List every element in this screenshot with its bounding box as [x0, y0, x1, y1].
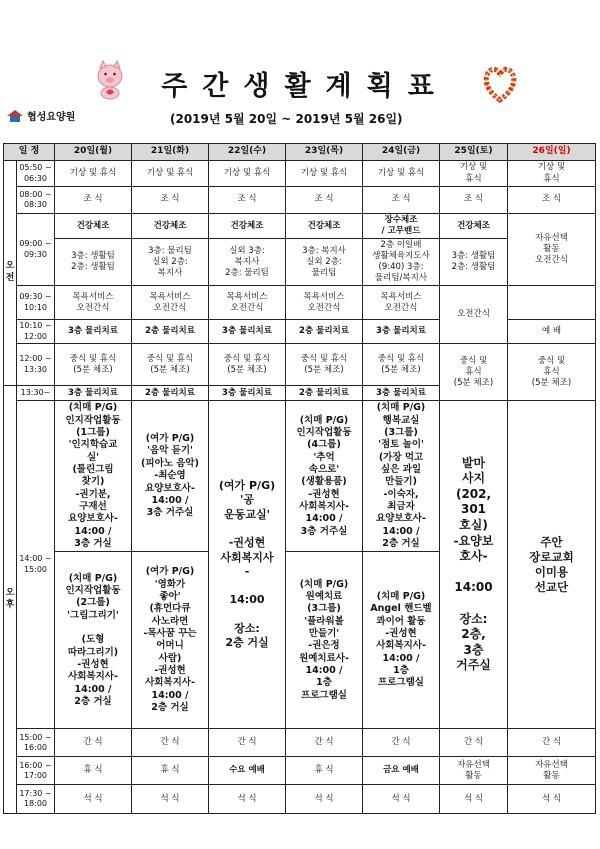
breakfast-cell: 조 식 [286, 187, 363, 214]
floor-activity-cell: 3층: 물리팀 실외 2층: 복지사 [132, 239, 209, 286]
time-cell: 10:10 ~ 12:00 [17, 320, 55, 344]
wake-cell: 기상 및 휴식 [508, 161, 596, 187]
facility-logo [6, 108, 75, 123]
program-cell: (치매 P/G) Angel 핸드벨 콰이어 활동 -권성현 사회복지사- 14:00 / 1층 프로그램실 [363, 552, 440, 729]
lunch-cell: 중식 및 휴식 (5분 체조) [286, 344, 363, 386]
program-cell: (여가 P/G) '영화가 좋아' (휴먼다큐 사노라면 -목사꿈 꾸는 어머니 사람) -권성현 사회복지사- 14:00 / 2층 거실 [132, 552, 209, 729]
program-cell: (치매 P/G) 원예치료 (3그룹) '플라워볼 만들기' -권은정 원예치료사- 14:00 / 1층 프로그램실 [286, 552, 363, 729]
rest-cell: 수요 예배 [209, 757, 286, 785]
section-morning: 오 전 [4, 161, 17, 386]
wake-cell: 기상 및 휴식 [440, 161, 508, 187]
wake-cell: 기상 및 휴식 [209, 161, 286, 187]
exercise-cell: 건강체조 [55, 214, 132, 239]
dinner-cell: 석 식 [363, 785, 440, 814]
dinner-cell: 석 식 [209, 785, 286, 814]
date-range: (2019년 5월 20일 ~ 2019년 5월 26일) [170, 112, 403, 126]
program-cell: (여가 P/G) '공 운동교실' -권성현 사회복지사 - 14:00 장소: 2층 거실 [209, 401, 286, 729]
time-cell: 09:30 ~ 10:10 [17, 286, 55, 320]
bath-cell: 목욕서비스 오전간식 [363, 286, 440, 320]
snack-cell: 간 식 [440, 729, 508, 757]
row-rest [4, 757, 596, 785]
day-header-thu: 23일(목) [286, 144, 363, 161]
row-pt-morning [4, 320, 596, 344]
snack-cell: 간 식 [132, 729, 209, 757]
program-cell: (치매 P/G) 인지작업활동 (1그룹) '인지학습교 실' (틀린그림 찾기) -권기분, 구재선 요양보호사- 14:00 / 3층 거실 [55, 401, 132, 552]
time-cell: 09:00 ~ 09:30 [17, 214, 55, 286]
lunch-cell: 중식 및 휴식 (5분 체조) [55, 344, 132, 386]
wake-cell: 기상 및 휴식 [363, 161, 440, 187]
rest-cell: 자유선택 활동 [440, 757, 508, 785]
lunch-cell: 중식 및 휴식 (5분 체조) [440, 344, 508, 401]
bath-cell: 목욕서비스 오전간식 [209, 286, 286, 320]
snack-cell: 간 식 [55, 729, 132, 757]
program-cell: (치매 P/G) 인지작업활동 (4그룹) '추억 속으로' (생활용품) -권성현 사회복지사- 14:00 / 3층 거주실 [286, 401, 363, 552]
exercise-cell: 건강체조 [286, 214, 363, 239]
pt-cell: 3층 물리치료 [209, 386, 286, 401]
bath-cell: 목욕서비스 오전간식 [55, 286, 132, 320]
pt-cell: 2층 물리치료 [286, 320, 363, 344]
dinner-cell: 석 식 [286, 785, 363, 814]
pt-cell: 2층 물리치료 [132, 320, 209, 344]
lunch-cell: 중식 및 휴식 (5분 체조) [363, 344, 440, 386]
page-header [0, 0, 600, 140]
row-lunch [4, 344, 596, 386]
program-cell: (여가 P/G) '음악 듣기' (피아노 음악) -최순영 요양보호사- 14:00 / 3층 거주실 [132, 401, 209, 552]
time-cell: 13:30~ [17, 386, 55, 401]
exercise-cell: 건강체조 [209, 214, 286, 239]
time-cell: 15:00 ~ 16:00 [17, 729, 55, 757]
row-bath [4, 286, 596, 320]
program-cell: 발마 사지 (202, 301 호실) -요양보 호사- 14:00 장소: 2층, 3층 거주실 [440, 401, 508, 729]
bath-cell: 목욕서비스 오전간식 [132, 286, 209, 320]
rest-cell: 금요 예배 [363, 757, 440, 785]
floor-activity-cell: 3층: 생활팀 2층: 생활팀 [440, 239, 508, 286]
row-snack [4, 729, 596, 757]
floor-activity-cell: 3층: 복지사 실외 2층: 물리팀 [286, 239, 363, 286]
facility-name: 협성요양원 [27, 112, 76, 123]
time-cell: 16:00 ~ 17:00 [17, 757, 55, 785]
dinner-cell: 석 식 [440, 785, 508, 814]
rest-cell: 자유선택 활동 [508, 757, 596, 785]
weekly-schedule-table [3, 143, 596, 814]
snack-cell: 간 식 [209, 729, 286, 757]
schedule-header-label: 일 정 [4, 144, 55, 161]
breakfast-cell: 조 식 [363, 187, 440, 214]
day-header-sat: 25일(토) [440, 144, 508, 161]
sunday-morning-cell: 자유선택 활동 오전간식 [508, 214, 596, 286]
snack-cell: 간 식 [508, 729, 596, 757]
time-cell: 05:50 ~ 06:30 [17, 161, 55, 187]
rest-cell: 휴 식 [132, 757, 209, 785]
day-header-fri: 24일(금) [363, 144, 440, 161]
day-header-row [4, 144, 596, 161]
floor-activity-cell: 2층 이일배 생활체육지도사 (9:40) 3층: 물리팀/복지사 [363, 239, 440, 286]
breakfast-cell: 조 식 [209, 187, 286, 214]
lunch-cell: 중식 및 휴식 (5분 체조) [209, 344, 286, 386]
program-cell: 주안 장로교회 이미용 선교단 [508, 401, 596, 729]
pt-cell: 2층 물리치료 [132, 386, 209, 401]
day-header-mon: 20일(월) [55, 144, 132, 161]
pt-cell: 3층 물리치료 [363, 386, 440, 401]
pt-cell: 3층 물리치료 [363, 320, 440, 344]
row-dinner [4, 785, 596, 814]
time-cell: 12:00 ~ 13:30 [17, 344, 55, 386]
pig-icon [92, 60, 128, 100]
snack-cell: 간 식 [286, 729, 363, 757]
program-cell: (치매 P/G) 인지작업활동 (2그룹) '그림그리기' (도형 따라그리기) -권성현 사회복지사- 14:00 / 2층 거실 [55, 552, 132, 729]
rest-cell: 휴 식 [286, 757, 363, 785]
worship-cell: 예 배 [508, 320, 596, 344]
program-cell: (치매 P/G) 행복교실 (3그룹) '점토 놀이' (가장 먹고 싶은 과일 만들기) -이숙자, 최금자 요양보호사- 14:00 / 2층 거실 [363, 401, 440, 552]
pt-cell: 3층 물리치료 [209, 320, 286, 344]
exercise-cell: 장수체조 / 고무밴드 [363, 214, 440, 239]
pt-cell: 2층 물리치료 [286, 386, 363, 401]
rest-cell: 휴 식 [55, 757, 132, 785]
lunch-cell: 중식 및 휴식 (5분 체조) [508, 344, 596, 401]
house-logo-icon [6, 109, 24, 123]
floor-activity-cell: 3층: 생활팀 2층: 생활팀 [55, 239, 132, 286]
lunch-cell: 중식 및 휴식 (5분 체조) [132, 344, 209, 386]
bath-cell: 목욕서비스 오전간식 [286, 286, 363, 320]
snack-cell: 간 식 [363, 729, 440, 757]
dinner-cell: 석 식 [508, 785, 596, 814]
time-cell: 17:30 ~ 18:00 [17, 785, 55, 814]
section-afternoon: 오 후 [4, 386, 17, 814]
saturday-snack-cell: 오전간식 [440, 286, 508, 344]
breakfast-cell: 조 식 [55, 187, 132, 214]
row-wake [4, 161, 596, 187]
row-floor-activity [4, 239, 596, 286]
breakfast-cell: 조 식 [440, 187, 508, 214]
wake-cell: 기상 및 휴식 [286, 161, 363, 187]
row-program-top [4, 401, 596, 552]
pt-cell: 3층 물리치료 [55, 320, 132, 344]
time-cell: 14:00 ~ 15:00 [17, 401, 55, 729]
wake-cell: 기상 및 휴식 [132, 161, 209, 187]
breakfast-cell: 조 식 [132, 187, 209, 214]
empty-cell [508, 286, 596, 320]
exercise-cell: 건강체조 [440, 214, 508, 239]
day-header-wed: 22일(수) [209, 144, 286, 161]
wake-cell: 기상 및 휴식 [55, 161, 132, 187]
heart-wreath-icon [482, 64, 518, 104]
dinner-cell: 석 식 [55, 785, 132, 814]
row-breakfast [4, 187, 596, 214]
day-header-sun: 26일(일) [508, 144, 596, 161]
row-exercise [4, 214, 596, 239]
page-title: 주간생활계획표 [161, 71, 449, 102]
pt-cell: 3층 물리치료 [55, 386, 132, 401]
exercise-cell: 건강체조 [132, 214, 209, 239]
floor-activity-cell: 실외 3층: 복지사 2층: 물리팀 [209, 239, 286, 286]
dinner-cell: 석 식 [132, 785, 209, 814]
breakfast-cell: 조 식 [508, 187, 596, 214]
time-cell: 08:00 ~ 08:30 [17, 187, 55, 214]
day-header-tue: 21일(화) [132, 144, 209, 161]
